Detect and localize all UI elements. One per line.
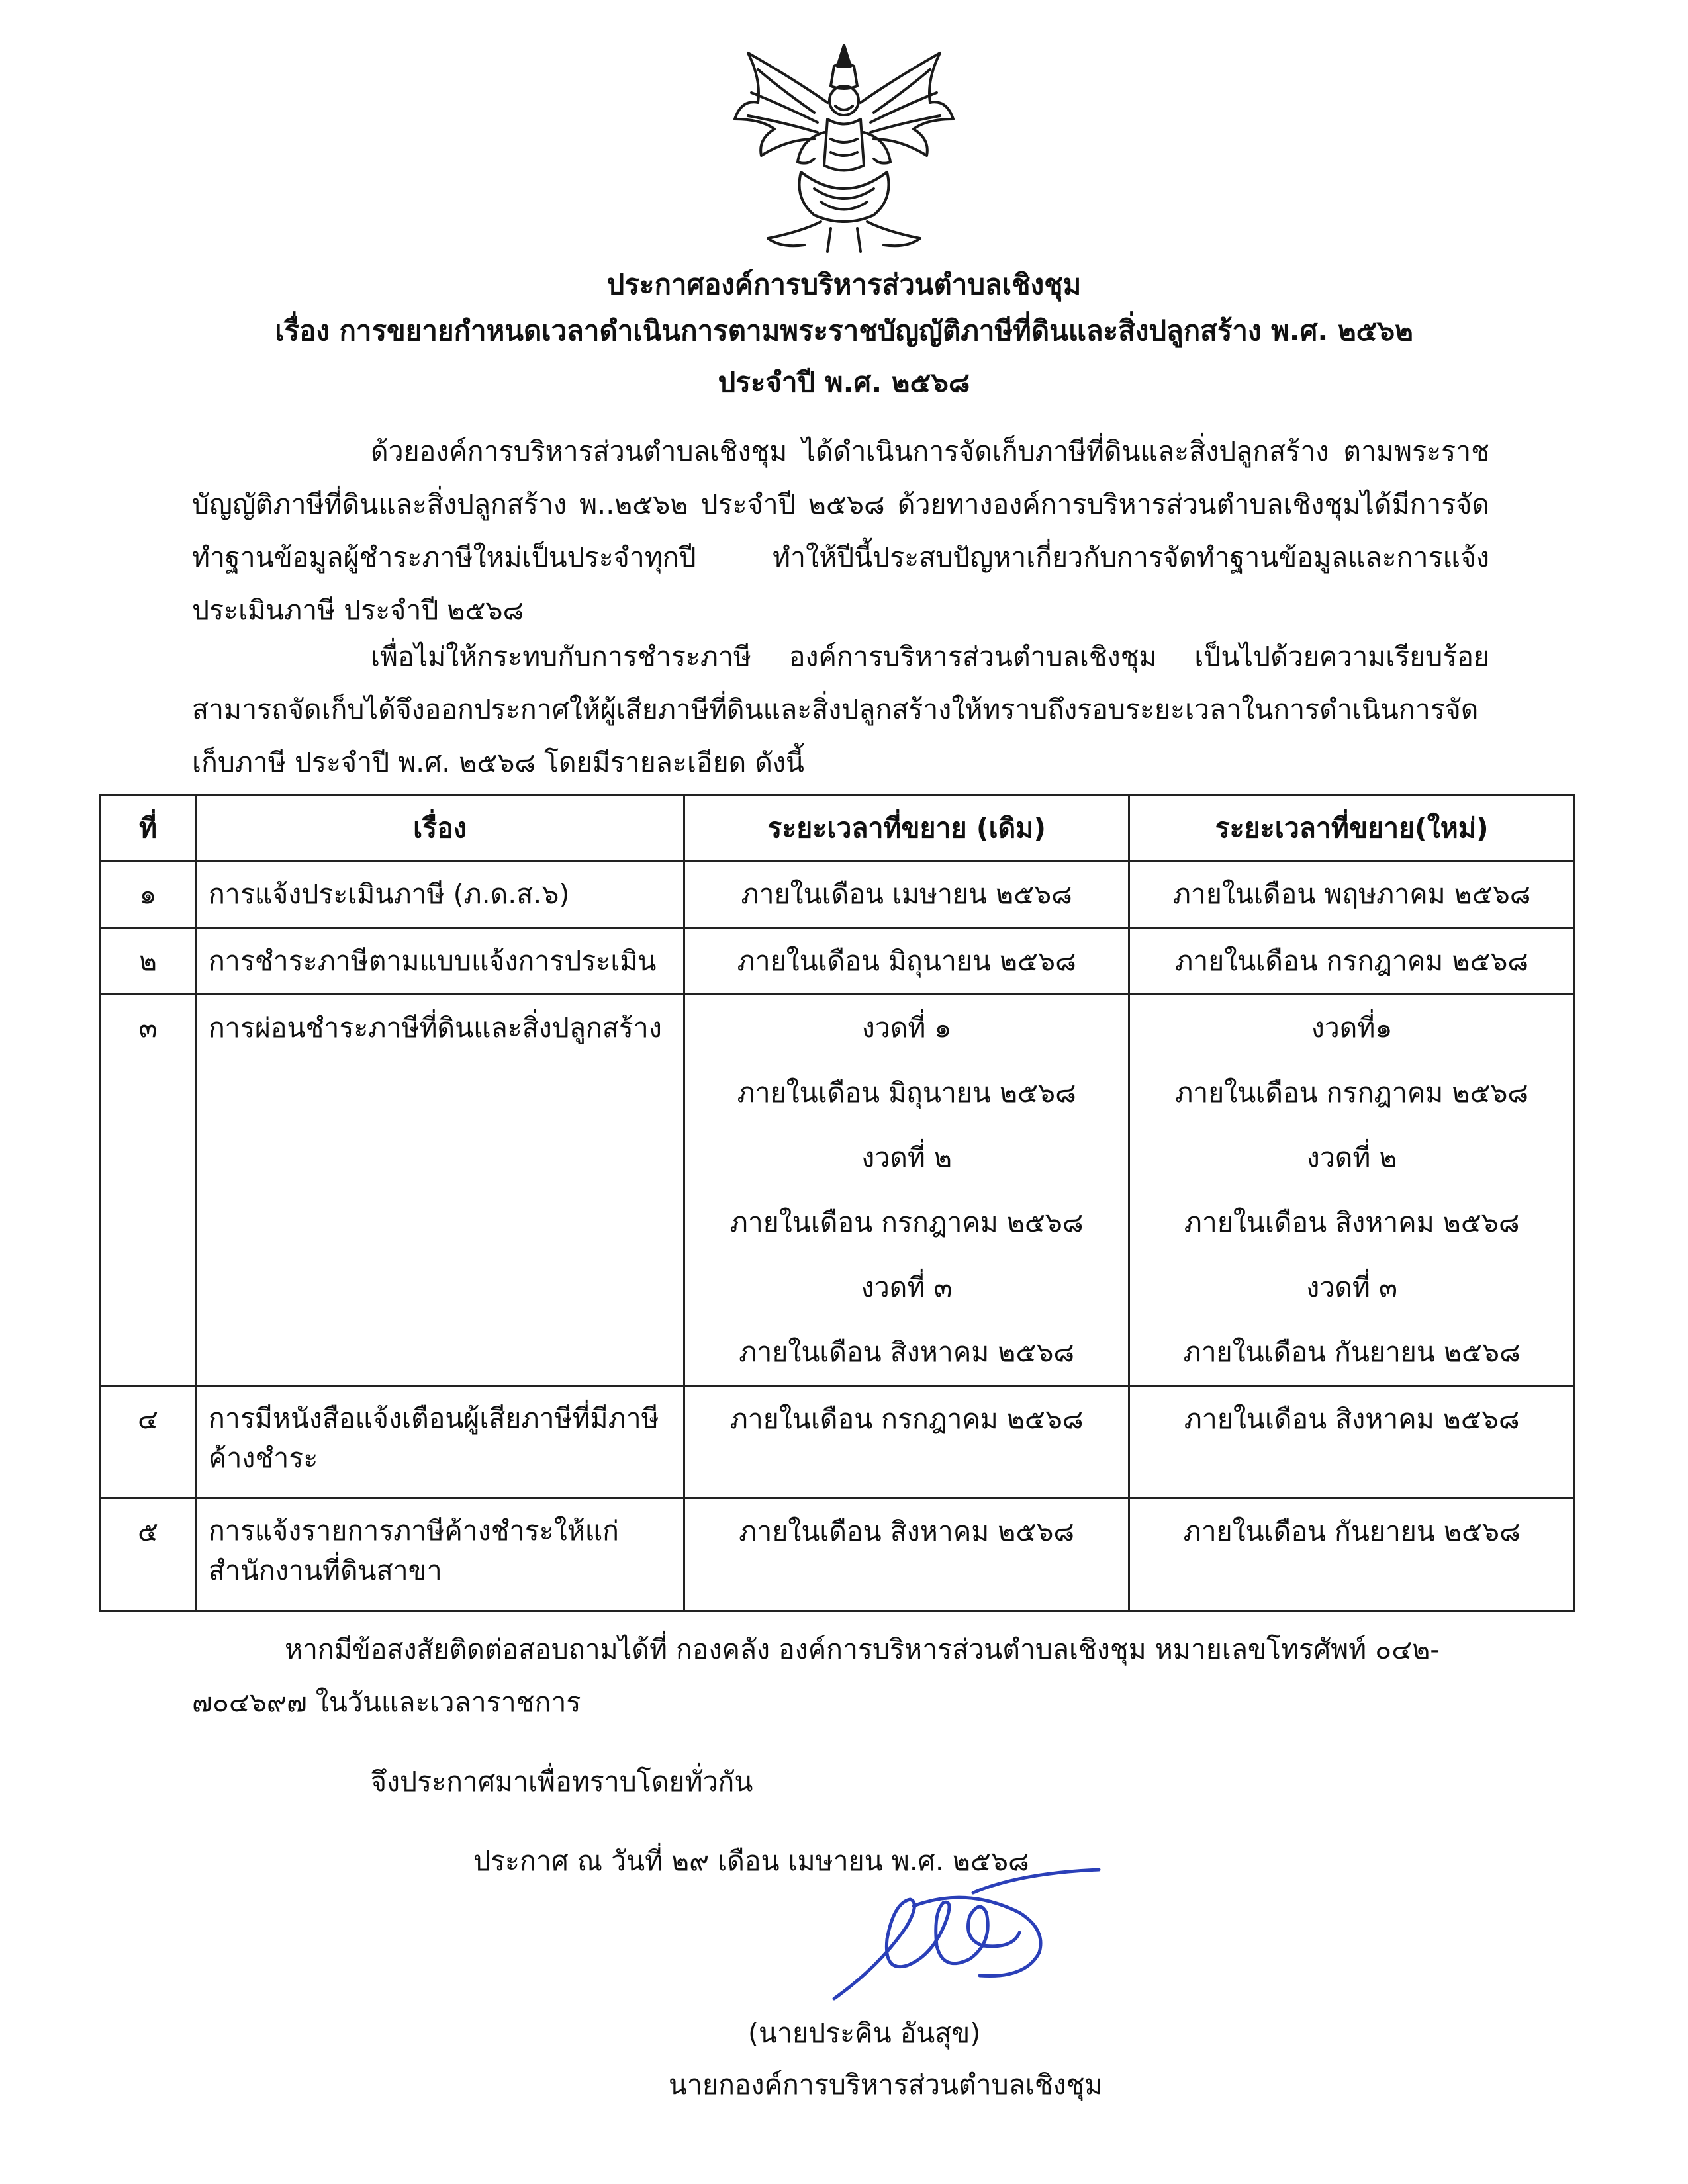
date-line: ประกาศ ณ วันที่ ๒๙ เดือน เมษายน พ.ศ. ๒๕๖๘ [473,1845,1029,1877]
row-new-period [1129,861,1575,928]
row-old-text: ภายในเดือน เมษายน ๒๕๖๘ [741,878,1072,910]
installment-period: ภายในเดือน กรกฎาคม ๒๕๖๘ [729,1206,1084,1238]
announce-line: จึงประกาศมาเพื่อทราบโดยทั่วกัน [371,1766,753,1797]
installment-period: ภายในเดือน สิงหาคม ๒๕๖๘ [739,1336,1075,1368]
header-new-period: ระยะเวลาที่ขยาย(ใหม่) [1129,796,1575,861]
installment-label: งวดที่ ๓ [1306,1271,1398,1303]
row-number [101,995,196,1386]
row-subject-text: การแจ้งประเมินภาษี (ภ.ด.ส.๖) [208,878,570,910]
row-new-period [1129,1386,1575,1498]
row-number [101,1386,196,1498]
row-old-text: ภายในเดือน กรกฎาคม ๒๕๖๘ [729,1403,1084,1435]
row-subject-text: สำนักงานที่ดินสาขา [208,1555,442,1586]
row-number-text: ๓ [138,1012,158,1044]
row-new-text: ภายในเดือน กรกฎาคม ๒๕๖๘ [1175,945,1529,977]
body-paragraph-2-text: เพื่อไม่ให้กระทบกับการชำระภาษี องค์การบริหารส่วนตำบลเชิงชุม เป็นไปด้วยความเรียบร้อยสามารถจัดเก็บได้จึงออกประกาศให้ผู้เสียภาษีที่ดินและสิ่งปลูกสร้างให้ทราบถึงรอบระยะเวลาในการดำเนินการจัดเก็บภาษี ประจำปี พ.ศ. ๒๕๖๘ โดยมีรายละเอียด ดังนี้ [192,641,1489,778]
contact-line-2: ๗๐๔๖๙๗ ในวันและเวลาราชการ [192,1686,581,1718]
row-subject-text: การแจ้งรายการภาษีค้างชำระให้แก่ [208,1515,619,1547]
table-row [101,1386,1575,1498]
body-paragraph-1 [192,425,1489,637]
row-number [101,861,196,928]
schedule-table [99,794,1575,1612]
installment-period: ภายในเดือน กันยายน ๒๕๖๘ [1183,1336,1521,1368]
signature-icon [821,1866,1112,2019]
row-new-text: ภายในเดือน พฤษภาคม ๒๕๖๘ [1172,878,1531,910]
table-row [101,861,1575,928]
row-subject-text: การชำระภาษีตามแบบแจ้งการประเมิน [208,945,657,977]
table-row [101,995,1575,1386]
installment-period: ภายในเดือน กรกฎาคม ๒๕๖๘ [1175,1077,1529,1109]
row-new-period [1129,995,1575,1386]
row-old-text: ภายในเดือน สิงหาคม ๒๕๖๘ [739,1516,1075,1547]
row-number-text: ๒ [138,945,157,977]
installment-label: งวดที่ ๑ [861,1012,952,1044]
header-no: ที่ [101,796,196,861]
row-subject [195,928,684,995]
contact-line-1: หากมีข้อสงสัยติดต่อสอบถามได้ที่ กองคลัง องค์การบริหารส่วนตำบลเชิงชุม หมายเลขโทรศัพท์ ๐๔๒- [285,1633,1440,1665]
signer-name: (นายประคิน อันสุข) [748,2017,981,2049]
table-row [101,928,1575,995]
installment-label: งวดที่๑ [1311,1012,1393,1044]
installment-label: งวดที่ ๒ [861,1142,953,1173]
table-row [101,1498,1575,1611]
row-number-text: ๕ [137,1516,158,1547]
signer-title: นายกองค์การบริหารส่วนตำบลเชิงชุม [669,2069,1103,2101]
header-subject: เรื่อง [195,796,684,861]
body-paragraph-1-text: ด้วยองค์การบริหารส่วนตำบลเชิงชุม ได้ดำเนินการจัดเก็บภาษีที่ดินและสิ่งปลูกสร้าง ตามพระราชบัญญัติภาษีที่ดินและสิ่งปลูกสร้าง พ..๒๕๖๒ ประจำปี ๒๕๖๘ ด้วยทางองค์การบริหารส่วนตำบลเชิงชุมได้มีการจัดทำฐานข้อมูลผู้ชำระภาษีใหม่เป็นประจำทุกปี ทำให้ปีนี้ประสบปัญหาเกี่ยวกับการจัดทำฐานข้อมูลและการแจ้งประเมินภาษี ประจำปี ๒๕๖๘ [192,435,1489,626]
table-header-row [101,796,1575,861]
installment-label: งวดที่ ๒ [1306,1142,1397,1173]
installment-label: งวดที่ ๓ [861,1271,953,1303]
header-old-period: ระยะเวลาที่ขยาย (เดิม) [684,796,1129,861]
installment-period: ภายในเดือน มิถุนายน ๒๕๖๘ [737,1077,1076,1109]
announcement-year: ประจำปี พ.ศ. ๒๕๖๘ [718,366,970,398]
row-old-period [684,861,1129,928]
row-new-text: ภายในเดือน สิงหาคม ๒๕๖๘ [1184,1403,1520,1435]
row-old-period [684,995,1129,1386]
row-new-text: ภายในเดือน กันยายน ๒๕๖๘ [1183,1516,1521,1547]
row-subject-text: ค้างชำระ [208,1442,318,1474]
row-subject-text: การมีหนังสือแจ้งเตือนผู้เสียภาษีที่มีภาษี [208,1402,659,1434]
announcement-title: ประกาศองค์การบริหารส่วนตำบลเชิงชุม [606,268,1082,300]
announcement-subject: เรื่อง การขยายกำหนดเวลาดำเนินการตามพระราชบัญญัติภาษีที่ดินและสิ่งปลูกสร้าง พ.ศ. ๒๕๖๒ [275,314,1413,347]
row-subject [195,861,684,928]
row-number-text: ๔ [137,1403,158,1435]
row-old-period [684,1498,1129,1611]
row-subject-text: การผ่อนชำระภาษีที่ดินและสิ่งปลูกสร้าง [208,1012,662,1044]
row-old-period [684,1386,1129,1498]
garuda-emblem-icon [722,40,966,265]
body-paragraph-2 [192,630,1489,789]
row-number [101,1498,196,1611]
row-subject [195,1498,684,1611]
row-new-period [1129,928,1575,995]
row-number [101,928,196,995]
row-subject [195,1386,684,1498]
row-subject [195,995,684,1386]
row-old-period [684,928,1129,995]
row-new-period [1129,1498,1575,1611]
installment-period: ภายในเดือน สิงหาคม ๒๕๖๘ [1184,1206,1520,1238]
row-number-text: ๑ [139,878,157,910]
row-old-text: ภายในเดือน มิถุนายน ๒๕๖๘ [737,945,1076,977]
